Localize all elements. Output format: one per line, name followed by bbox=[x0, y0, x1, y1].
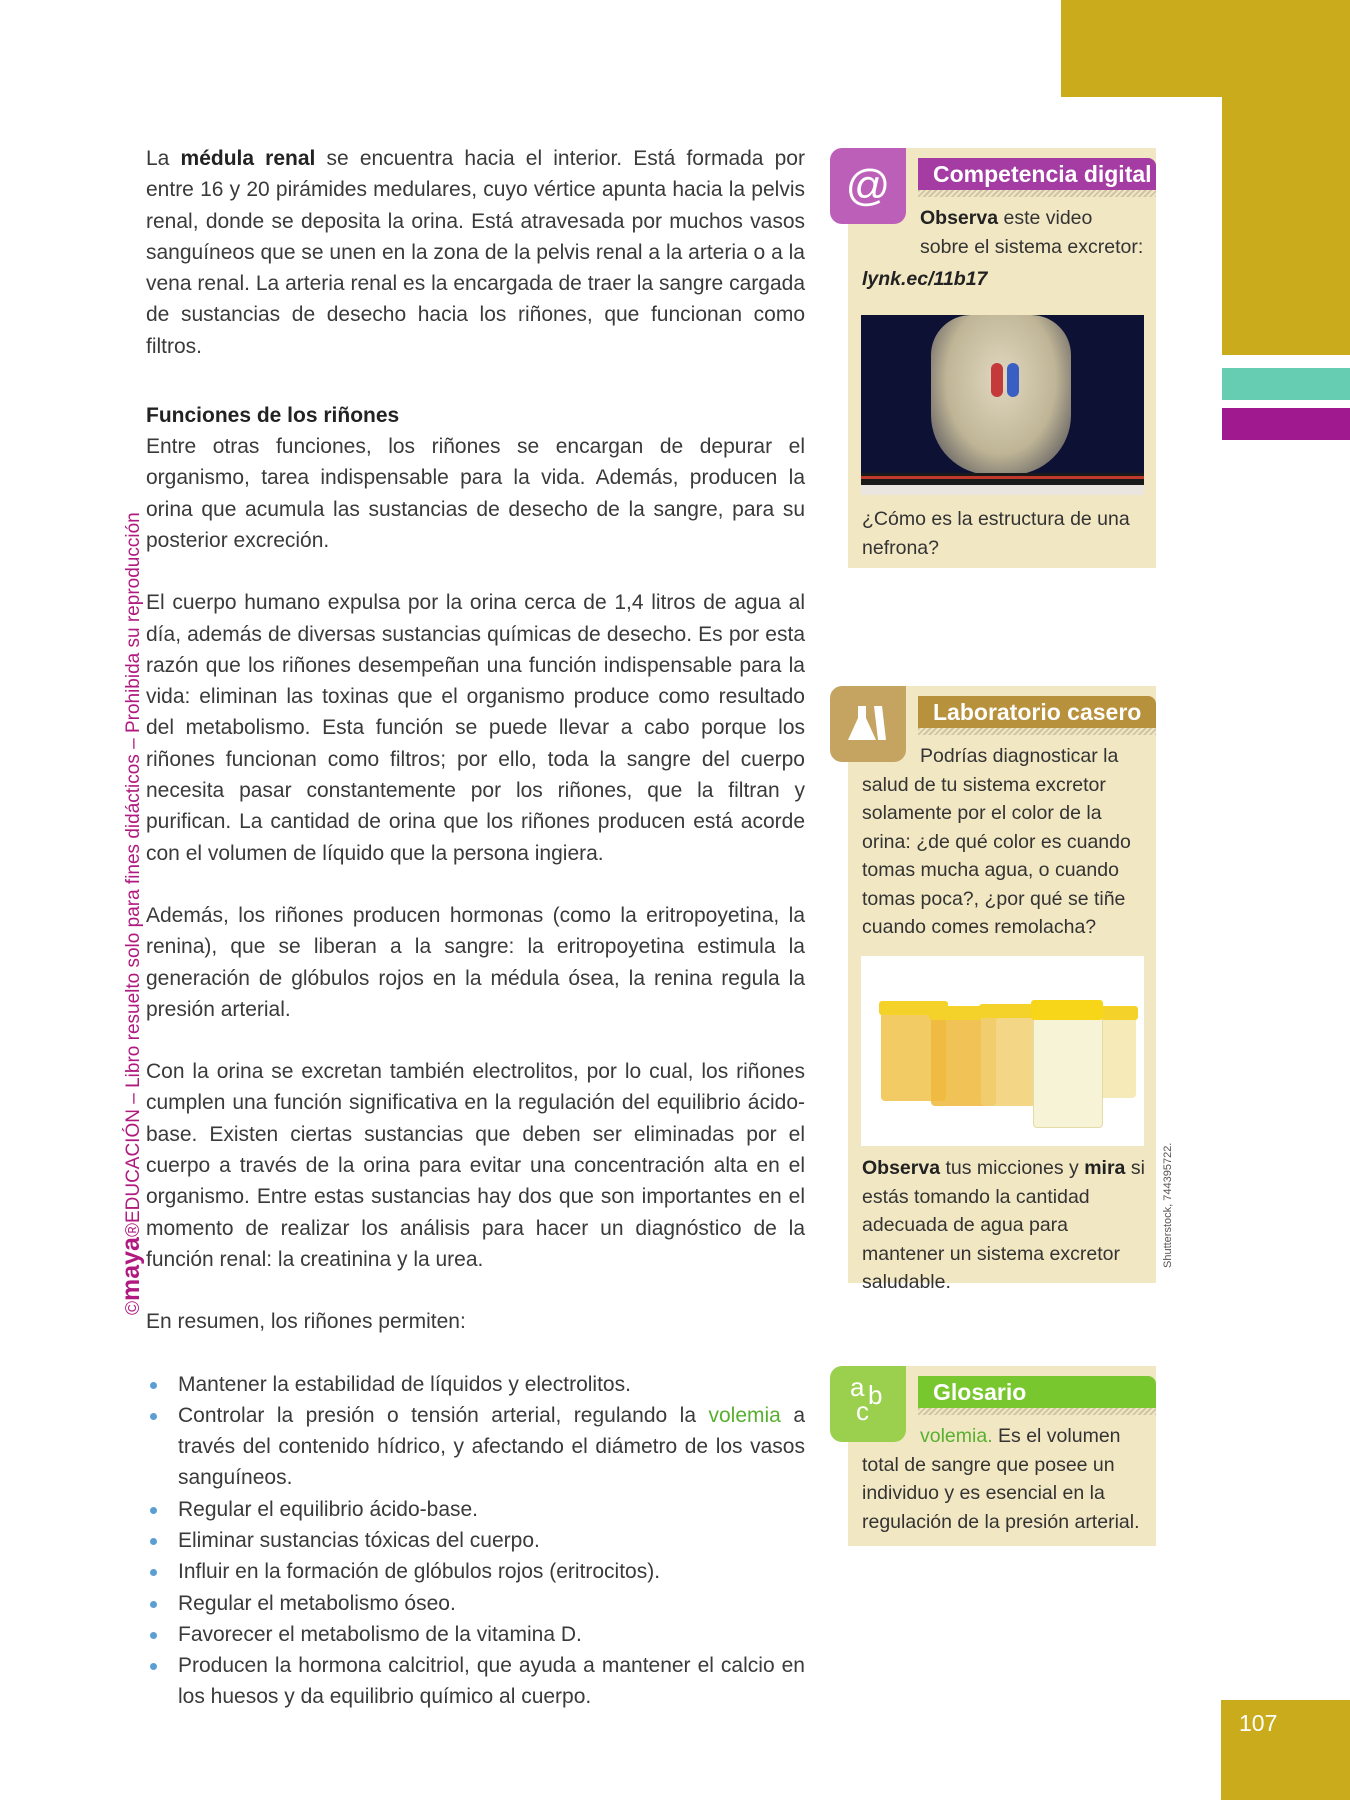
glossary-body: volemia. Es el volumen total de sangre que posee un individuo y es esencial en la regulación de la presión arterial. bbox=[862, 1425, 1140, 1533]
list-item: Regular el metabolismo óseo. bbox=[146, 1588, 805, 1619]
list-item: Producen la hormona calcitriol, que ayuda a mantener el calcio en los huesos y da equilibrio químico al cuerpo. bbox=[146, 1650, 805, 1713]
paragraph-medula: La médula renal se encuentra hacia el interior. Está formada por entre 16 y 20 pirámides medulares, cuyo vértice apunta hacia la pelvis renal, donde se deposita la orina. Está atravesada por muchos vasos sanguíneos que se unen en la zona de la pelvis renal a la arteria o a la vena renal. La arteria renal es la encargada de traer la sangre cargada de sustancias de desecho hacia los riñones, que funcionan como filtros. bbox=[146, 147, 805, 358]
bullet-icon bbox=[150, 1601, 157, 1608]
list-item: Regular el equilibrio ácido-base. bbox=[146, 1494, 805, 1525]
header-stripe bbox=[918, 728, 1156, 735]
page-number: 107 bbox=[1239, 1710, 1278, 1736]
list-item: Mantener la estabilidad de líquidos y electrolitos. bbox=[146, 1369, 805, 1400]
glossary-term: volemia. bbox=[920, 1425, 993, 1447]
digital-question: ¿Cómo es la estructura de una nefrona? bbox=[862, 508, 1130, 559]
paragraph-electrolitos: Con la orina se excretan también electrolitos, por lo cual, los riñones cumplen una función significativa en la regulación del equilibrio ácido-base. Existen ciertas sustancias que deben ser eliminadas por el cuerpo a través de la orina para evitar una concentración alta en el organismo. Entre estas sustancias hay dos que son importantes en el momento de realizar los análisis para hacer un diagnóstico de la función renal: la creatinina y la urea. bbox=[146, 1060, 805, 1271]
copyright-prefix: © bbox=[123, 1301, 144, 1315]
lab-header: Laboratorio casero bbox=[918, 696, 1156, 728]
bullet-icon bbox=[150, 1632, 157, 1639]
at-sign-icon: @ bbox=[830, 148, 906, 224]
functions-list bbox=[146, 1369, 805, 1713]
bullet-icon bbox=[150, 1663, 157, 1670]
header-stripe bbox=[918, 190, 1156, 197]
copyright-note bbox=[116, 475, 146, 1315]
bullet-icon bbox=[150, 1382, 157, 1389]
list-item: Influir en la formación de glóbulos rojos (eritrocitos). bbox=[146, 1556, 805, 1587]
decorative-band-side bbox=[1222, 97, 1350, 355]
lab-note: Observa tus micciones y mira si estás tomando la cantidad adecuada de agua para mantener un sistema excretor saludable. bbox=[862, 1157, 1145, 1293]
photo-credit: Shutterstock, 744395722. bbox=[1162, 1142, 1174, 1268]
decorative-band-teal bbox=[1222, 368, 1350, 400]
lab-body: Podrías diagnosticar la salud de tu sistema excretor solamente por el color de la orina: ¿de qué color es cuando tomas mucha agua, o cuando tomas poca?, ¿por qué se tiñe cuando comes remolacha? bbox=[862, 745, 1131, 938]
decorative-band-top bbox=[1061, 0, 1350, 97]
brand-logo: maya bbox=[117, 1237, 145, 1301]
digital-header: Competencia digital bbox=[918, 158, 1156, 190]
bullet-icon bbox=[150, 1413, 157, 1420]
home-lab-box bbox=[848, 686, 1156, 1293]
bullet-icon bbox=[150, 1507, 157, 1514]
decorative-band-magenta bbox=[1222, 408, 1350, 440]
list-item: Eliminar sustancias tóxicas del cuerpo. bbox=[146, 1525, 805, 1556]
urine-samples-photo bbox=[861, 956, 1144, 1146]
glossary-box bbox=[848, 1366, 1156, 1546]
term-medula-renal: médula renal bbox=[180, 147, 316, 170]
main-text bbox=[146, 143, 805, 1713]
paragraph-funciones: Entre otras funciones, los riñones se encargan de depurar el organismo, tarea indispensable para la vida. Además, producen la orina que acumula las sustancias de desecho de la sangre, para su posterior excreción. bbox=[146, 435, 805, 552]
paragraph-resumen: En resumen, los riñones permiten: bbox=[146, 1310, 466, 1334]
digital-competence-box bbox=[845, 148, 1156, 568]
paragraph-hormonas: Además, los riñones producen hormonas (como la eritropoyetina, la renina), que se liberan a la sangre: la eritropoyetina estimula la generación de glóbulos rojos en la médula ósea, la renina regula la presión arterial. bbox=[146, 903, 805, 1021]
bullet-icon bbox=[150, 1569, 157, 1576]
header-stripe bbox=[918, 1408, 1156, 1415]
video-thumbnail[interactable] bbox=[861, 315, 1144, 495]
video-link[interactable]: lynk.ec/11b17 bbox=[862, 268, 988, 290]
bullet-icon bbox=[150, 1538, 157, 1545]
paragraph-orina: El cuerpo humano expulsa por la orina cerca de 1,4 litros de agua al día, además de diversas sustancias químicas de desecho. Es por esta razón que los riñones desempeñan una función indispensable para la vida: eliminan las toxinas que el organismo produce como resultado del metabolismo. Esta función se puede llevar a cabo porque los riñones funcionan como filtros; por ello, toda la sangre del cuerpo necesita pasar constantemente por los riñones, que la filtran y purifican. La cantidad de orina que los riñones producen está acorde con el volumen de líquido que la persona ingiera. bbox=[146, 591, 805, 865]
glossary-header: Glosario bbox=[918, 1376, 1156, 1408]
section-heading: Funciones de los riñones bbox=[146, 404, 400, 428]
page-number-box bbox=[1221, 1700, 1350, 1800]
copyright-text: ®EDUCACIÓN – Libro resuelto solo para fines didácticos – Prohibida su reproducción bbox=[123, 512, 144, 1238]
term-volemia: volemia bbox=[708, 1403, 781, 1427]
abc-icon: a b c bbox=[830, 1366, 906, 1442]
video-player-bar[interactable] bbox=[861, 473, 1144, 495]
digital-body: Observa este video sobre el sistema excretor: lynk.ec/11b17 bbox=[862, 207, 1144, 290]
list-item: Favorecer el metabolismo de la vitamina D. bbox=[146, 1619, 805, 1650]
list-item: Controlar la presión o tensión arterial, regulando la volemia a través del contenido hídrico, y afectando el diámetro de los vasos sanguíneos. bbox=[146, 1400, 805, 1494]
